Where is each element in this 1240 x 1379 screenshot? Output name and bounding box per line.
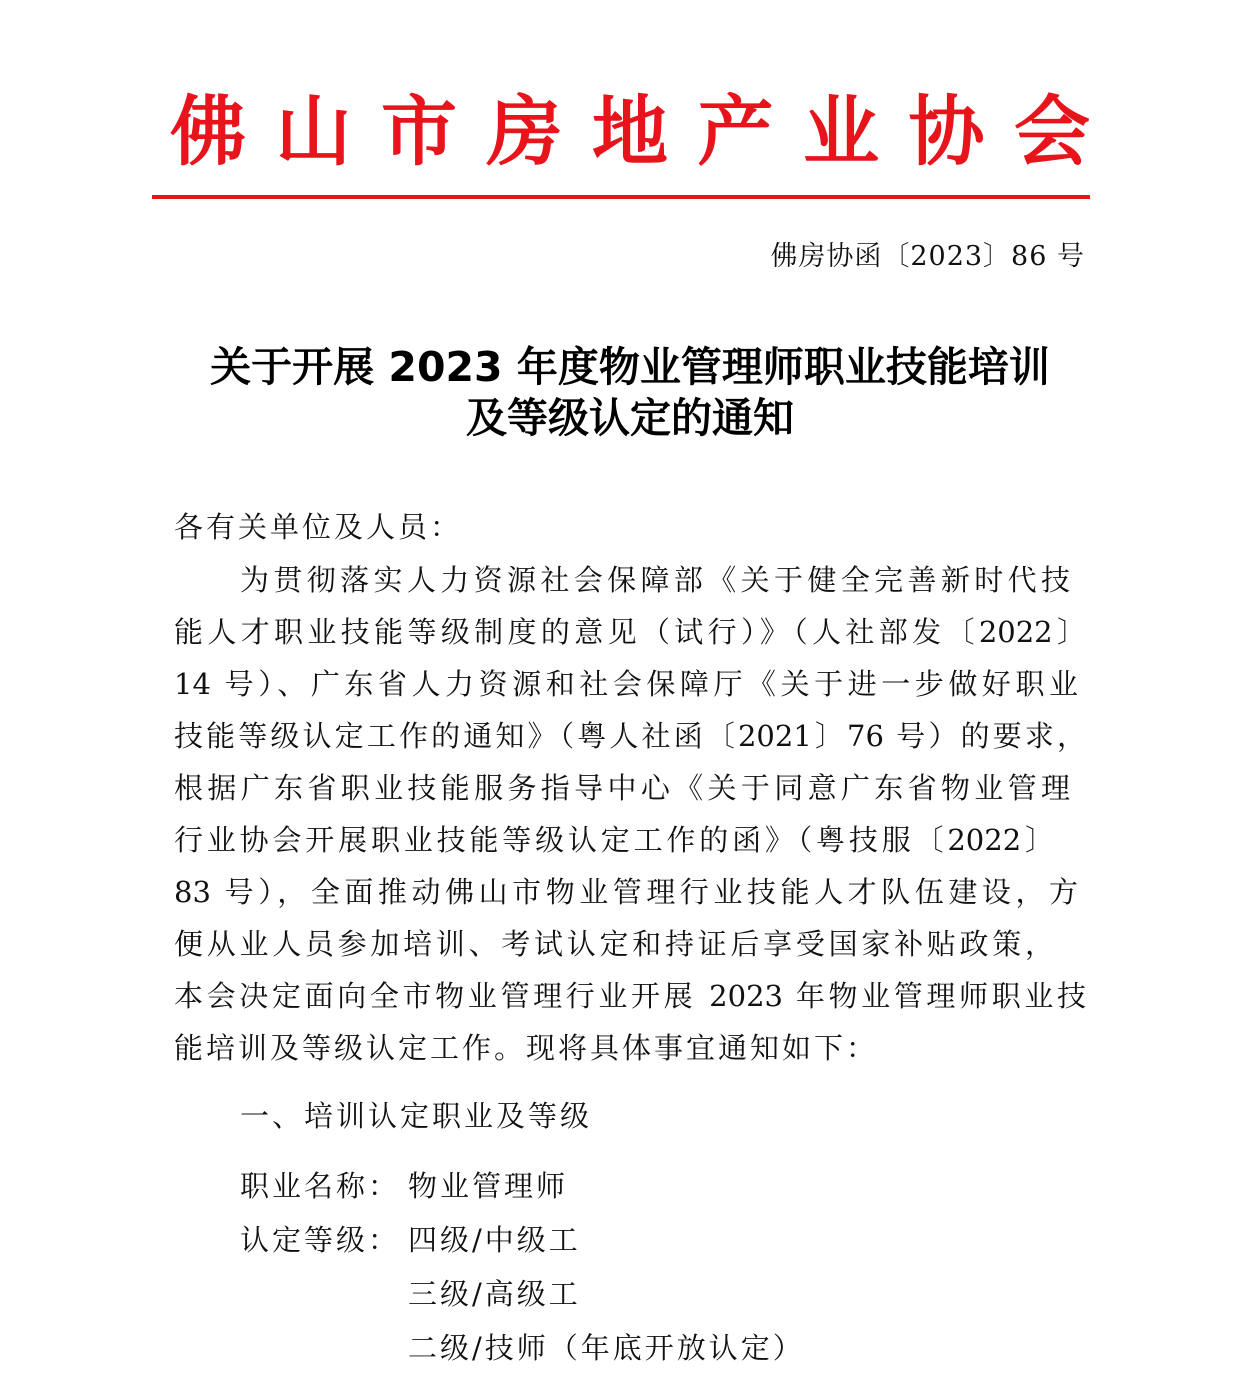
paragraph-line: 根据广东省职业技能服务指导中心《关于同意广东省物业管理 (174, 771, 1070, 805)
level-label: 认定等级： (240, 1223, 401, 1257)
occupation-label: 职业名称： (240, 1169, 401, 1203)
paragraph-line: 行业协会开展职业技能等级认定工作的函》（粤技服〔2022〕 (174, 823, 1054, 857)
org-char: 会 (1014, 91, 1090, 175)
occupation-value: 物业管理师 (408, 1169, 569, 1203)
org-char: 产 (697, 91, 774, 175)
paragraph-line: 本会决定面向全市物业管理行业开展 2023 年物业管理师职业技 (174, 979, 1086, 1013)
document-title-line1: 关于开展 2023 年度物业管理师职业技能培训 (210, 343, 1050, 391)
red-divider-line (152, 195, 1090, 199)
paragraph-line: 能人才职业技能等级制度的意见（试行）》（人社部发〔2022〕 (174, 615, 1086, 649)
level-item: 三级/高级工 (408, 1277, 581, 1311)
level-item: 四级/中级工 (408, 1223, 581, 1257)
paragraph-line: 83 号），全面推动佛山市物业管理行业技能人才队伍建设，方 (174, 875, 1078, 909)
org-char: 地 (592, 91, 668, 175)
org-char: 房 (486, 91, 563, 175)
document-number: 佛房协函〔2023〕86 号 (770, 241, 1085, 272)
salutation: 各有关单位及人员： (174, 510, 463, 544)
org-char: 佛 (170, 91, 246, 175)
level-item: 二级/技师（年底开放认定） (408, 1331, 805, 1365)
paragraph-line: 为贯彻落实人力资源社会保障部《关于健全完善新时代技 (240, 563, 1070, 597)
org-char: 山 (275, 91, 352, 175)
org-char: 业 (803, 91, 879, 175)
section-heading: 一、培训认定职业及等级 (240, 1099, 593, 1133)
org-char: 协 (908, 91, 985, 175)
paragraph-line: 便从业人员参加培训、考试认定和持证后享受国家补贴政策， (174, 927, 1054, 961)
paragraph-line: 14 号）、广东省人力资源和社会保障厅《关于进一步做好职业 (174, 667, 1078, 701)
org-char: 市 (381, 91, 457, 175)
paragraph-line: 技能等级认定工作的通知》（粤人社函〔2021〕76 号）的要求， (174, 719, 1086, 753)
paragraph-line: 能培训及等级认定工作。现将具体事宜通知如下： (174, 1031, 879, 1065)
organization-name-header (170, 88, 1090, 178)
document-title-line2: 及等级认定的通知 (466, 394, 794, 442)
